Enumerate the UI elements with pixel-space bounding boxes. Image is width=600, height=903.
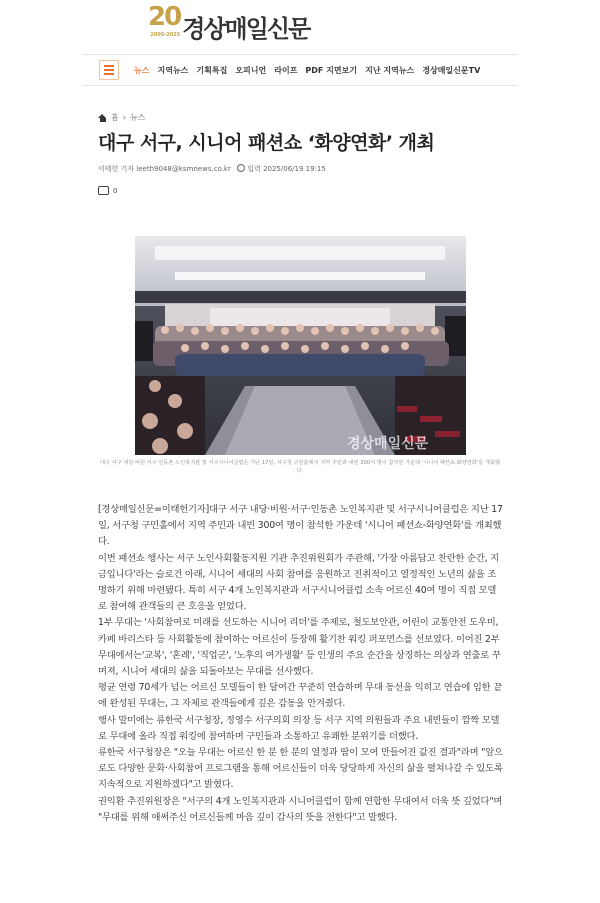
nav-item-life[interactable]: 라이프 — [274, 65, 298, 75]
comment-count[interactable] — [98, 186, 117, 195]
article-title: 대구 서구, 시니어 패션쇼 ‘화양연화’ 개최 — [98, 132, 435, 154]
main-nav — [82, 54, 518, 86]
article-paragraph: [경상매일신문=이태헌기자]대구 서구 내당·비원·서구·인동촌 노인복지관 및 서구시니어클럽은 지난 17일, 서구청 구민홀에서 지역 주민과 내빈 300여 명이 참석한 가운데 '시니어 패션쇼-화양연화'를 개최했다. — [98, 504, 503, 548]
home-icon[interactable] — [98, 114, 107, 122]
nav-item-past-local[interactable]: 지난 지역뉴스 — [365, 65, 415, 75]
article-paragraph: 평균 연령 70세가 넘는 어르신 모델들이 한 달여간 꾸준히 연습하며 무대 동선을 익히고 연습에 임한 끝에 완성된 무대는, 그 자체로 관객들에게 깊은 감동을 안겨줬다. — [98, 682, 502, 710]
article-body — [98, 502, 504, 826]
breadcrumb-home[interactable]: 홈 — [111, 113, 119, 122]
comment-count-value: 0 — [113, 186, 118, 195]
logo-anniversary: 20 2005-2025 — [148, 2, 181, 38]
article-meta — [98, 164, 326, 174]
article-paragraph: 권익환 추진위원장은 "서구의 4개 노인복지관과 시니어클럽이 함께 연합한 무대여서 더욱 뜻 깊었다"며 "무대를 위해 애써주신 어르신들께 마음 깊이 감사의 뜻을 전한다"고 말했다. — [98, 795, 503, 823]
breadcrumb — [98, 112, 145, 123]
nav-links — [134, 55, 480, 85]
photo-watermark: 경상매일신문 — [347, 436, 429, 452]
article-paragraph: 류한국 서구청장은 "오늘 무대는 어르신 한 분 한 분의 열정과 땀이 모여 만들어진 값진 결과"라며 "앞으로도 다양한 문화·사회참여 프로그램을 통해 어르신들이 더욱 당당하게 자신의 삶을 펼쳐나갈 수 있도록 지속적으로 지원하겠다"고 밝혔다. — [98, 747, 503, 791]
author-name: 이태헌 기자 — [98, 165, 135, 173]
event-photo — [135, 236, 466, 455]
article-paragraph: 1부 무대는 '사회참여로 미래를 선도하는 시니어 리더'를 주제로, 철도보안관, 어린이 교통안전 도우미, 카페 바리스타 등 사회활동에 참여하는 어르신이 등장해 활기찬 워킹 퍼포먼스를 선보였다. 이어진 2부 무대에서는'교복', '혼례', '직업군', '노후의 여가생활' 등 인생의 주요 순간을 상징하는 의상과 연출로 꾸며져, 시니어 세대의 삶을 되돌아보는 무대를 선사했다. — [98, 617, 501, 678]
nav-item-special[interactable]: 기획특집 — [196, 65, 228, 75]
nav-item-local-news[interactable]: 지역뉴스 — [157, 65, 189, 75]
article-paragraph: 이번 패션쇼 행사는 서구 노인사회활동지원 기관 추진위원회가 주관해, '가장 아름답고 찬란한 순간, 지금입니다'라는 슬로건 아래, 시니어 세대의 사회 참여를 응원하고 진취적이고 열정적인 노년의 삶을 조명하기 위해 마련됐다. 특히 서구 4개 노인복지관과 서구시니어클럽 소속 어르신 40여 명이 직접 모델로 참여해 관객들의 큰 호응을 얻었다. — [98, 552, 499, 613]
hamburger-menu-icon[interactable] — [99, 60, 119, 80]
clock-icon — [237, 164, 245, 172]
comment-icon — [98, 186, 109, 195]
nav-item-pdf[interactable]: PDF 지면보기 — [305, 65, 358, 75]
article-paragraph: 행사 말미에는 류한국 서구청장, 정영수 서구의회 의장 등 서구 지역 의원들과 주요 내빈들이 깜짝 모델로 무대에 올라 직접 워킹에 참여하며 구민들과 소통하고 유쾌한 분위기를 더했다. — [98, 714, 500, 742]
author-email[interactable]: leeth9048@ksmnews.co.kr — [136, 165, 231, 173]
breadcrumb-section[interactable]: 뉴스 — [129, 113, 146, 122]
site-header — [0, 0, 600, 52]
article-photo — [135, 236, 466, 455]
breadcrumb-separator: › — [122, 113, 126, 122]
nav-item-tv[interactable]: 경상매일신문TV — [422, 65, 481, 75]
photo-caption: 대구 서구 내당·비원·서구·인동촌 노인복지관 및 서구시니어클럽은 지난 17일, 서구청 구민홀에서 지역 주민과 내빈 300여 명이 참석한 가운데 '시니어 패션쇼-화양연화'를 개최했다. — [100, 460, 500, 474]
site-logo[interactable] — [148, 4, 309, 48]
publish-date: 입력 2025/06/19 19:15 — [247, 165, 326, 173]
nav-item-opinion[interactable]: 오피니언 — [235, 65, 267, 75]
nav-item-news[interactable]: 뉴스 — [134, 65, 150, 75]
logo-name: 경상매일신문 — [182, 14, 310, 43]
